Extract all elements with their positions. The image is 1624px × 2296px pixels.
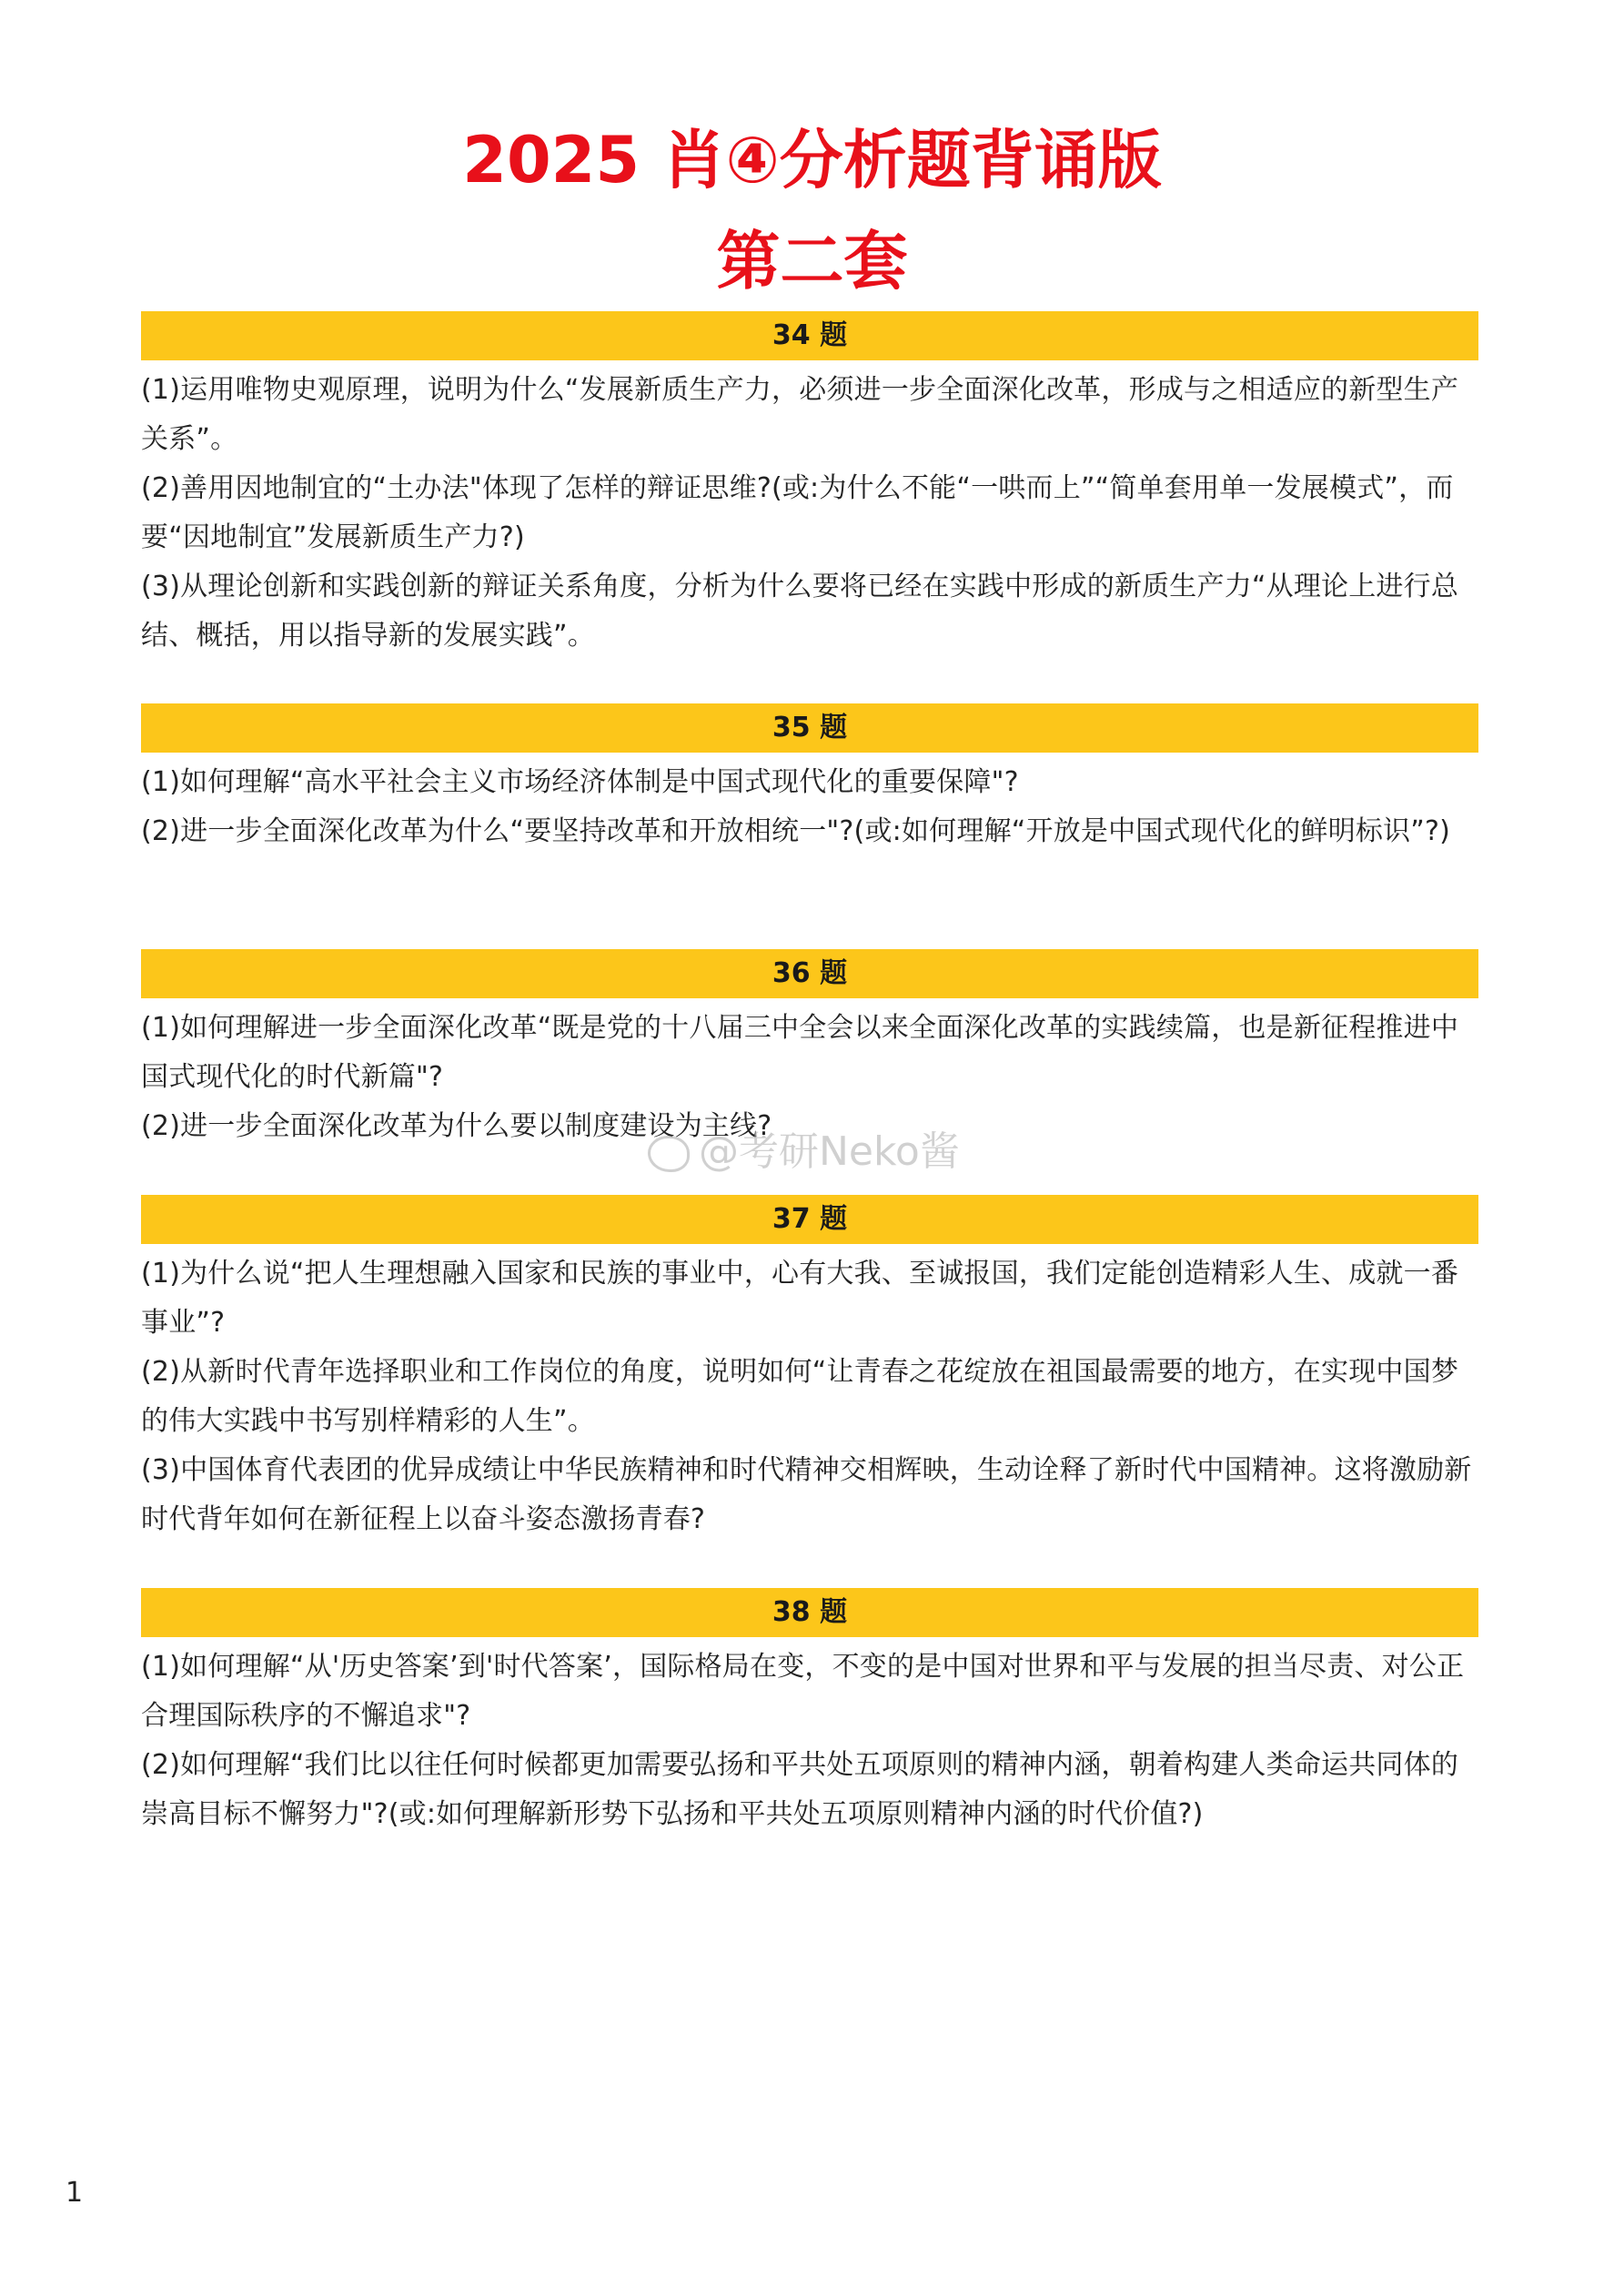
section-34 bbox=[141, 311, 1478, 661]
document-subtitle: 第二套 bbox=[716, 224, 908, 298]
question-item: (1)如何理解进一步全面深化改革“既是党的十八届三中全会以来全面深化改革的实践续篇，也是新征程推进中国式现代化的时代新篇"? bbox=[141, 1012, 1459, 1093]
question-item: (2)善用因地制宜的“土办法"体现了怎样的辩证思维?(或:为什么不能“一哄而上”“简单套用单一发展模式”，而要“因地制宜”发展新质生产力?) bbox=[141, 472, 1454, 553]
section-header: 34 题 bbox=[141, 311, 1478, 360]
watermark bbox=[648, 1125, 960, 1179]
question-item: (2)从新时代青年选择职业和工作岗位的角度，说明如何“让青春之花绽放在祖国最需要的地方，在实现中国梦的伟大实践中书写别样精彩的人生”。 bbox=[141, 1356, 1459, 1437]
section-header: 35 题 bbox=[141, 703, 1478, 753]
section-35 bbox=[141, 703, 1478, 856]
section-header: 37 题 bbox=[141, 1195, 1478, 1244]
question-item: (3)从理论创新和实践创新的辩证关系角度，分析为什么要将已经在实践中形成的新质生产力“从理论上进行总结、概括，用以指导新的发展实践”。 bbox=[141, 571, 1459, 652]
page-number: 1 bbox=[66, 2177, 84, 2209]
question-item: (1)运用唯物史观原理，说明为什么“发展新质生产力，必须进一步全面深化改革，形成与之相适应的新型生产关系”。 bbox=[141, 374, 1459, 455]
question-item: (2)如何理解“我们比以往任何时候都更加需要弘扬和平共处五项原则的精神内涵，朝着构建人类命运共同体的崇高目标不懈努力"?(或:如何理解新形势下弘扬和平共处五项原则精神内涵的时代价值?) bbox=[141, 1749, 1459, 1830]
question-item: (1)如何理解“高水平社会主义市场经济体制是中国式现代化的重要保障"? bbox=[141, 766, 1019, 798]
document-title: 2025 肖④分析题背诵版 bbox=[462, 123, 1162, 197]
question-item: (3)中国体育代表团的优异成绩让中华民族精神和时代精神交相辉映，生动诠释了新时代中国精神。这将激励新时代背年如何在新征程上以奋斗姿态激扬青春? bbox=[141, 1454, 1472, 1535]
section-header: 36 题 bbox=[141, 949, 1478, 998]
question-item: (1)如何理解“从'历史答案’到'时代答案’，国际格局在变，不变的是中国对世界和平与发展的担当尽责、对公正合理国际秩序的不懈追求"? bbox=[141, 1651, 1465, 1732]
question-item: (2)进一步全面深化改革为什么“要坚持改革和开放相统一"?(或:如何理解“开放是中国式现代化的鲜明标识”?) bbox=[141, 815, 1451, 847]
watermark-text: @考研Neko酱 bbox=[699, 1128, 960, 1175]
section-header: 38 题 bbox=[141, 1588, 1478, 1637]
question-item: (2)进一步全面深化改革为什么要以制度建设为主线? bbox=[141, 1110, 772, 1142]
section-37 bbox=[141, 1195, 1478, 1544]
section-38 bbox=[141, 1588, 1478, 1839]
question-item: (1)为什么说“把人生理想融入国家和民族的事业中，心有大我、至诚报国，我们定能创造精彩人生、成就一番事业”? bbox=[141, 1258, 1459, 1339]
section-36 bbox=[141, 949, 1478, 1151]
weibo-logo-icon bbox=[648, 1136, 690, 1172]
